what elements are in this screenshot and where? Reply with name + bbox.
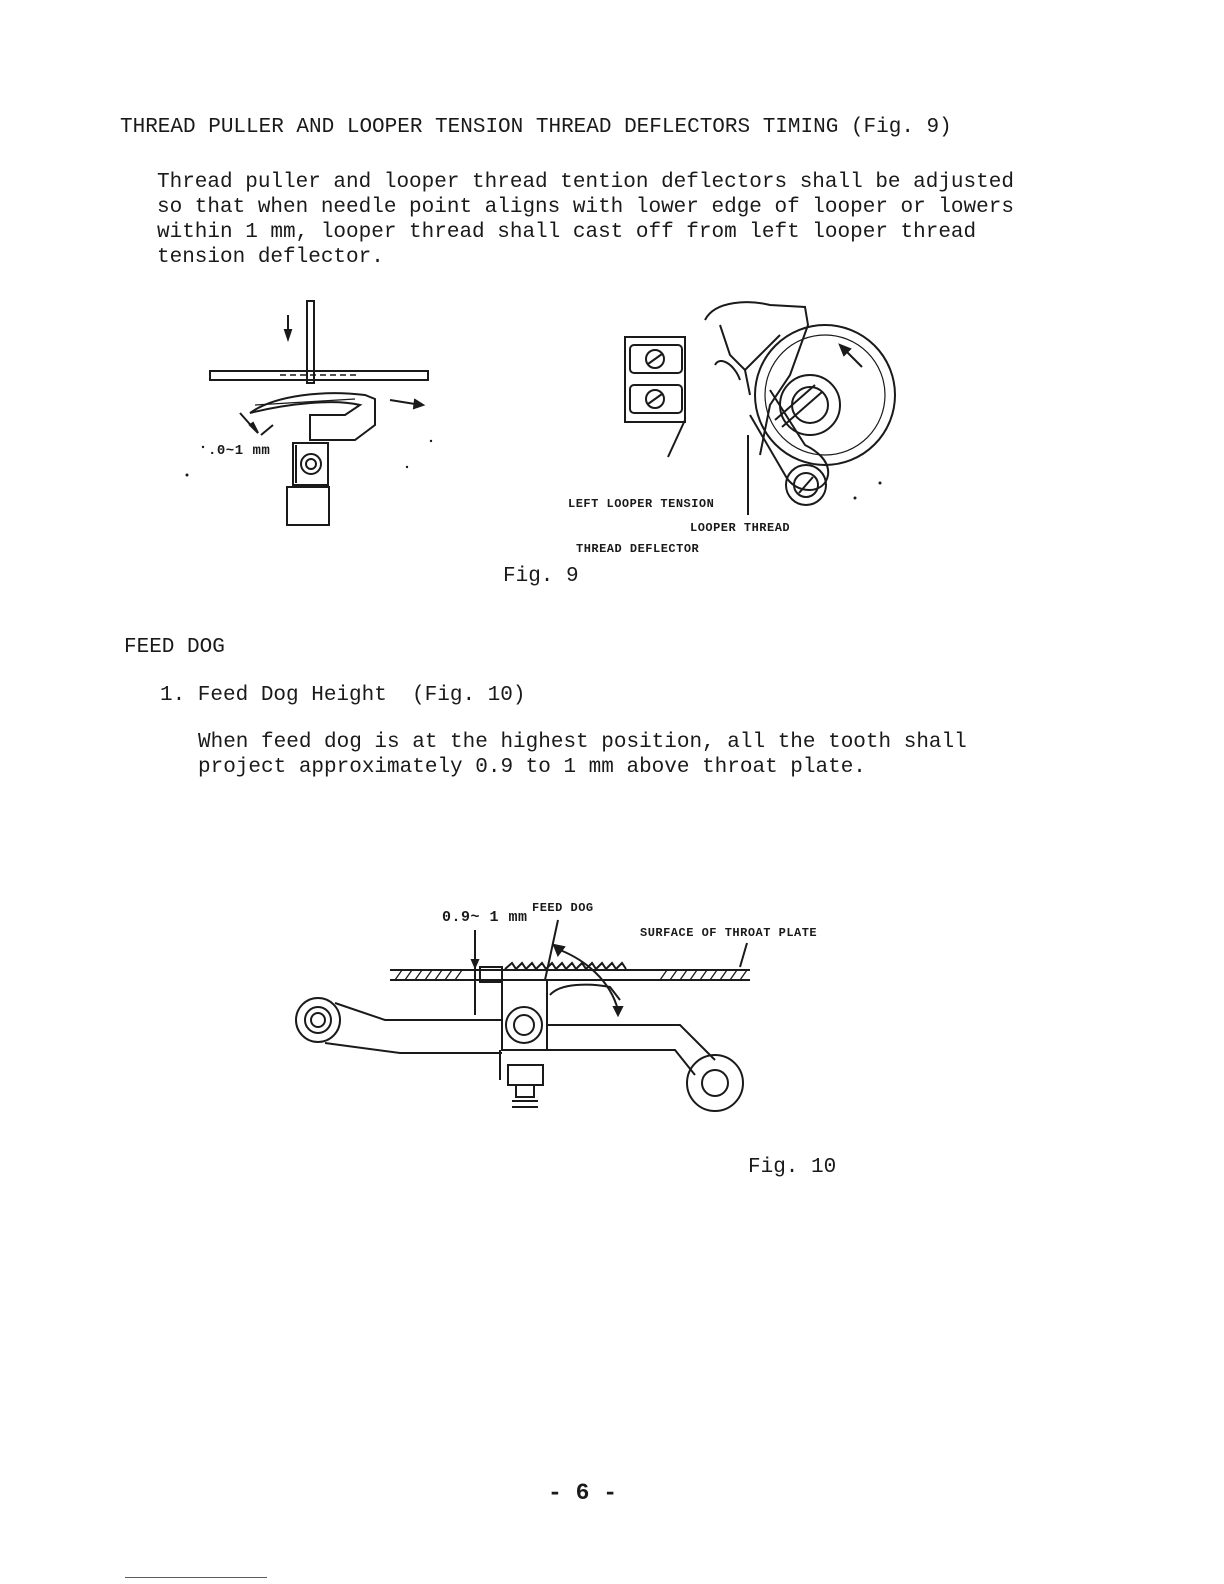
- fig10-feed-dog-diagram: [290, 925, 760, 1115]
- label-line: LEFT LOOPER TENSION: [568, 497, 715, 511]
- bottom-rule: [125, 1577, 267, 1578]
- paragraph-line: within 1 mm, looper thread shall cast off from left looper thread: [157, 221, 977, 244]
- paragraph-line: tension deflector.: [157, 246, 384, 269]
- paragraph-line: When feed dog is at the highest position, all the tooth shall: [198, 731, 967, 754]
- fig10-throat-plate-label: SURFACE OF THROAT PLATE: [640, 926, 818, 940]
- thread-puller-paragraph: [157, 170, 1014, 270]
- label-line: THREAD DEFLECTOR: [576, 542, 700, 556]
- section-heading-thread-puller: THREAD PULLER AND LOOPER TENSION THREAD DEFLECTORS TIMING (Fig. 9): [120, 116, 952, 139]
- fig9-looper-thread-label: LOOPER THREAD: [690, 521, 791, 535]
- paragraph-line: so that when needle point aligns with lower edge of looper or lowers: [157, 196, 1014, 219]
- fig10-caption: Fig. 10: [748, 1156, 837, 1179]
- fig9-dimension-label: .0~1 mm: [208, 443, 271, 459]
- feed-dog-height-title: 1. Feed Dog Height (Fig. 10): [160, 684, 526, 707]
- fig9-caption: Fig. 9: [503, 565, 579, 588]
- feed-dog-paragraph: [198, 730, 967, 780]
- paragraph-line: Thread puller and looper thread tention deflectors shall be adjusted: [157, 171, 1014, 194]
- fig9-needle-looper-diagram: [195, 295, 445, 535]
- section-heading-feed-dog: FEED DOG: [124, 636, 225, 659]
- fig9-deflector-label: [568, 467, 714, 572]
- page-number: - 6 -: [548, 1480, 618, 1506]
- fig10-feed-dog-label: FEED DOG: [532, 901, 594, 915]
- paragraph-line: project approximately 0.9 to 1 mm above throat plate.: [198, 756, 866, 779]
- fig10-dimension-label: 0.9~ 1 mm: [442, 909, 528, 926]
